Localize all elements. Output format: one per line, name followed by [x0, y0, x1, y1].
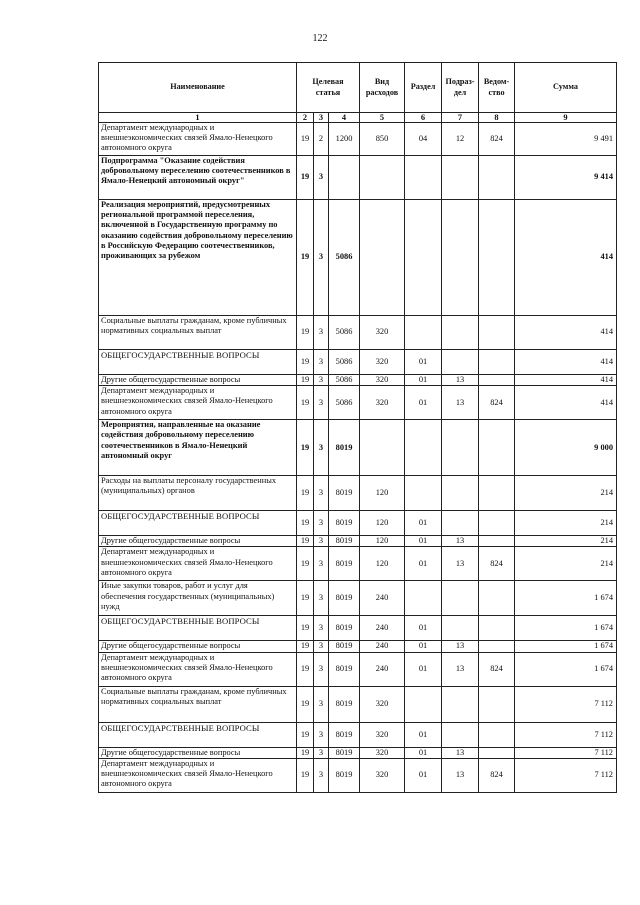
- row-sum: 214: [515, 476, 617, 511]
- vid-code: 240: [360, 641, 405, 652]
- vid-code: 320: [360, 722, 405, 747]
- target-code-1: 19: [297, 350, 314, 375]
- row-sum: 1 674: [515, 616, 617, 641]
- razdel-code: [405, 476, 442, 511]
- vedomstvo-code: [479, 350, 515, 375]
- podrazdel-code: [442, 616, 479, 641]
- vedomstvo-code: [479, 476, 515, 511]
- vid-code: 320: [360, 375, 405, 386]
- table-row: [99, 747, 617, 758]
- vedomstvo-code: 824: [479, 547, 515, 581]
- col-index: 1: [99, 113, 297, 123]
- vedomstvo-code: [479, 747, 515, 758]
- target-code-3: 8019: [329, 616, 360, 641]
- target-code-1: 19: [297, 386, 314, 420]
- row-sum: 1 674: [515, 581, 617, 616]
- row-sum: 7 112: [515, 722, 617, 747]
- target-code-1: 19: [297, 581, 314, 616]
- target-code-3: 8019: [329, 581, 360, 616]
- podrazdel-code: [442, 581, 479, 616]
- target-code-2: 3: [314, 420, 329, 476]
- target-code-3: 8019: [329, 652, 360, 686]
- vedomstvo-code: [479, 581, 515, 616]
- row-sum: 1 674: [515, 641, 617, 652]
- vid-code: 120: [360, 476, 405, 511]
- target-code-1: 19: [297, 641, 314, 652]
- target-code-2: 3: [314, 747, 329, 758]
- razdel-code: 01: [405, 758, 442, 792]
- podrazdel-code: [442, 511, 479, 536]
- podrazdel-code: 13: [442, 652, 479, 686]
- target-code-2: 3: [314, 652, 329, 686]
- table-row: [99, 722, 617, 747]
- target-code-1: 19: [297, 476, 314, 511]
- razdel-code: 01: [405, 722, 442, 747]
- vedomstvo-code: 824: [479, 386, 515, 420]
- vedomstvo-code: [479, 536, 515, 547]
- row-name: Социальные выплаты гражданам, кроме публичных нормативных социальных выплат: [99, 316, 297, 350]
- target-code-3: 1200: [329, 123, 360, 156]
- header-vid: Вид расходов: [360, 63, 405, 113]
- vedomstvo-code: [479, 316, 515, 350]
- row-name: Департамент международных и внешнеэкономических связей Ямало-Ненецкого автономного округа: [99, 652, 297, 686]
- row-name: ОБЩЕГОСУДАРСТВЕННЫЕ ВОПРОСЫ: [99, 616, 297, 641]
- table-row: [99, 375, 617, 386]
- row-sum: 414: [515, 386, 617, 420]
- vid-code: 320: [360, 758, 405, 792]
- target-code-1: 19: [297, 616, 314, 641]
- table-row: [99, 686, 617, 722]
- target-code-3: 8019: [329, 747, 360, 758]
- target-code-3: 8019: [329, 511, 360, 536]
- target-code-1: 19: [297, 686, 314, 722]
- target-code-1: 19: [297, 758, 314, 792]
- target-code-1: 19: [297, 200, 314, 316]
- target-code-2: 3: [314, 758, 329, 792]
- vedomstvo-code: [479, 420, 515, 476]
- target-code-1: 19: [297, 536, 314, 547]
- col-index: 4: [329, 113, 360, 123]
- target-code-2: 3: [314, 686, 329, 722]
- row-sum: 214: [515, 547, 617, 581]
- target-code-2: 3: [314, 156, 329, 200]
- row-sum: 9 000: [515, 420, 617, 476]
- table-row: [99, 123, 617, 156]
- target-code-3: 5086: [329, 375, 360, 386]
- target-code-2: 3: [314, 350, 329, 375]
- table-row: [99, 316, 617, 350]
- col-index: 7: [442, 113, 479, 123]
- table-row: [99, 652, 617, 686]
- target-code-1: 19: [297, 747, 314, 758]
- header-row: [99, 63, 617, 113]
- target-code-2: 3: [314, 581, 329, 616]
- razdel-code: 01: [405, 652, 442, 686]
- row-name: Иные закупки товаров, работ и услуг для обеспечения государственных (муниципальных) нужд: [99, 581, 297, 616]
- podrazdel-code: 13: [442, 758, 479, 792]
- row-sum: 214: [515, 536, 617, 547]
- target-code-1: 19: [297, 123, 314, 156]
- target-code-2: 3: [314, 616, 329, 641]
- target-code-2: 3: [314, 547, 329, 581]
- vedomstvo-code: [479, 156, 515, 200]
- table-row: [99, 350, 617, 375]
- target-code-1: 19: [297, 511, 314, 536]
- row-sum: 414: [515, 316, 617, 350]
- vid-code: [360, 200, 405, 316]
- row-name: Другие общегосударственные вопросы: [99, 536, 297, 547]
- podrazdel-code: [442, 722, 479, 747]
- vid-code: [360, 420, 405, 476]
- target-code-3: 5086: [329, 200, 360, 316]
- row-name: ОБЩЕГОСУДАРСТВЕННЫЕ ВОПРОСЫ: [99, 350, 297, 375]
- target-code-2: 3: [314, 476, 329, 511]
- razdel-code: [405, 686, 442, 722]
- vid-code: 120: [360, 536, 405, 547]
- vid-code: 240: [360, 581, 405, 616]
- podrazdel-code: 13: [442, 536, 479, 547]
- row-name: Другие общегосударственные вопросы: [99, 747, 297, 758]
- row-sum: 9 491: [515, 123, 617, 156]
- vid-code: 320: [360, 316, 405, 350]
- target-code-3: 8019: [329, 686, 360, 722]
- target-code-3: [329, 156, 360, 200]
- razdel-code: 01: [405, 536, 442, 547]
- podrazdel-code: 12: [442, 123, 479, 156]
- table-row: [99, 476, 617, 511]
- row-name: Департамент международных и внешнеэкономических связей Ямало-Ненецкого автономного округа: [99, 386, 297, 420]
- col-index: 9: [515, 113, 617, 123]
- target-code-3: 8019: [329, 536, 360, 547]
- table-row: [99, 511, 617, 536]
- target-code-3: 8019: [329, 420, 360, 476]
- target-code-1: 19: [297, 547, 314, 581]
- target-code-2: 3: [314, 511, 329, 536]
- vid-code: 320: [360, 350, 405, 375]
- row-name: Мероприятия, направленные на оказание содействия добровольному переселению соотечественников в Ямало-Ненецкий автономный округ: [99, 420, 297, 476]
- razdel-code: [405, 420, 442, 476]
- header-vedomstvo: Ведом- ство: [479, 63, 515, 113]
- row-name: Департамент международных и внешнеэкономических связей Ямало-Ненецкого автономного округа: [99, 123, 297, 156]
- row-sum: 214: [515, 511, 617, 536]
- col-index: 8: [479, 113, 515, 123]
- col-index: 2: [297, 113, 314, 123]
- row-sum: 414: [515, 350, 617, 375]
- row-sum: 7 112: [515, 758, 617, 792]
- razdel-code: 01: [405, 747, 442, 758]
- vedomstvo-code: [479, 375, 515, 386]
- target-code-3: 8019: [329, 547, 360, 581]
- table-row: [99, 641, 617, 652]
- razdel-code: 01: [405, 350, 442, 375]
- podrazdel-code: [442, 316, 479, 350]
- row-name: Подпрограмма "Оказание содействия добровольному переселению соотечественников в Ямало-Ненецкий автономный округ": [99, 156, 297, 200]
- header-podrazdel: Подраз- дел: [442, 63, 479, 113]
- target-code-2: 3: [314, 375, 329, 386]
- vedomstvo-code: [479, 641, 515, 652]
- header-name: Наименование: [99, 63, 297, 113]
- podrazdel-code: 13: [442, 547, 479, 581]
- target-code-3: 5086: [329, 350, 360, 375]
- target-code-2: 3: [314, 316, 329, 350]
- podrazdel-code: 13: [442, 375, 479, 386]
- row-sum: 7 112: [515, 686, 617, 722]
- target-code-1: 19: [297, 652, 314, 686]
- podrazdel-code: [442, 686, 479, 722]
- target-code-3: 5086: [329, 316, 360, 350]
- budget-table: [98, 62, 617, 793]
- vedomstvo-code: [479, 511, 515, 536]
- col-index: 3: [314, 113, 329, 123]
- podrazdel-code: 13: [442, 386, 479, 420]
- row-name: Другие общегосударственные вопросы: [99, 375, 297, 386]
- row-sum: 9 414: [515, 156, 617, 200]
- podrazdel-code: 13: [442, 641, 479, 652]
- target-code-1: 19: [297, 316, 314, 350]
- table-row: [99, 200, 617, 316]
- row-name: Социальные выплаты гражданам, кроме публичных нормативных социальных выплат: [99, 686, 297, 722]
- vid-code: 320: [360, 747, 405, 758]
- podrazdel-code: [442, 156, 479, 200]
- table-row: [99, 386, 617, 420]
- vid-code: 120: [360, 511, 405, 536]
- row-name: Реализация мероприятий, предусмотренных региональной программой переселения, включенной в Государственную программу по оказанию содействия добровольному переселению в Российскую Федерацию соотечественников, проживающих за рубежом: [99, 200, 297, 316]
- row-name: Департамент международных и внешнеэкономических связей Ямало-Ненецкого автономного округа: [99, 758, 297, 792]
- table-row: [99, 156, 617, 200]
- row-sum: 1 674: [515, 652, 617, 686]
- column-index-row: [99, 113, 617, 123]
- table-row: [99, 536, 617, 547]
- row-name: Департамент международных и внешнеэкономических связей Ямало-Ненецкого автономного округа: [99, 547, 297, 581]
- table-row: [99, 547, 617, 581]
- razdel-code: 04: [405, 123, 442, 156]
- target-code-1: 19: [297, 375, 314, 386]
- row-name: ОБЩЕГОСУДАРСТВЕННЫЕ ВОПРОСЫ: [99, 722, 297, 747]
- vid-code: 320: [360, 686, 405, 722]
- target-code-2: 3: [314, 386, 329, 420]
- target-code-3: 8019: [329, 722, 360, 747]
- razdel-code: 01: [405, 511, 442, 536]
- razdel-code: [405, 581, 442, 616]
- vedomstvo-code: [479, 722, 515, 747]
- vid-code: 320: [360, 386, 405, 420]
- table-row: [99, 581, 617, 616]
- razdel-code: [405, 200, 442, 316]
- target-code-3: 8019: [329, 476, 360, 511]
- vedomstvo-code: 824: [479, 123, 515, 156]
- target-code-2: 3: [314, 536, 329, 547]
- header-target: Целевая статья: [297, 63, 360, 113]
- podrazdel-code: [442, 476, 479, 511]
- target-code-3: 5086: [329, 386, 360, 420]
- row-name: Расходы на выплаты персоналу государственных (муниципальных) органов: [99, 476, 297, 511]
- vedomstvo-code: [479, 616, 515, 641]
- vedomstvo-code: 824: [479, 758, 515, 792]
- target-code-2: 3: [314, 722, 329, 747]
- table-row: [99, 420, 617, 476]
- row-name: ОБЩЕГОСУДАРСТВЕННЫЕ ВОПРОСЫ: [99, 511, 297, 536]
- target-code-2: 3: [314, 641, 329, 652]
- row-sum: 414: [515, 200, 617, 316]
- podrazdel-code: [442, 200, 479, 316]
- vid-code: 120: [360, 547, 405, 581]
- razdel-code: [405, 156, 442, 200]
- razdel-code: 01: [405, 616, 442, 641]
- vedomstvo-code: 824: [479, 652, 515, 686]
- podrazdel-code: [442, 420, 479, 476]
- vid-code: [360, 156, 405, 200]
- table-row: [99, 616, 617, 641]
- col-index: 5: [360, 113, 405, 123]
- target-code-3: 8019: [329, 758, 360, 792]
- page-number: 122: [312, 33, 328, 44]
- table-row: [99, 758, 617, 792]
- target-code-2: 2: [314, 123, 329, 156]
- vedomstvo-code: [479, 200, 515, 316]
- razdel-code: 01: [405, 641, 442, 652]
- header-summa: Сумма: [515, 63, 617, 113]
- razdel-code: 01: [405, 547, 442, 581]
- header-razdel: Раздел: [405, 63, 442, 113]
- col-index: 6: [405, 113, 442, 123]
- vid-code: 240: [360, 616, 405, 641]
- razdel-code: 01: [405, 375, 442, 386]
- vedomstvo-code: [479, 686, 515, 722]
- vid-code: 850: [360, 123, 405, 156]
- target-code-1: 19: [297, 420, 314, 476]
- target-code-1: 19: [297, 156, 314, 200]
- podrazdel-code: 13: [442, 747, 479, 758]
- row-sum: 7 112: [515, 747, 617, 758]
- row-name: Другие общегосударственные вопросы: [99, 641, 297, 652]
- razdel-code: 01: [405, 386, 442, 420]
- target-code-1: 19: [297, 722, 314, 747]
- target-code-2: 3: [314, 200, 329, 316]
- podrazdel-code: [442, 350, 479, 375]
- razdel-code: [405, 316, 442, 350]
- row-sum: 414: [515, 375, 617, 386]
- target-code-3: 8019: [329, 641, 360, 652]
- vid-code: 240: [360, 652, 405, 686]
